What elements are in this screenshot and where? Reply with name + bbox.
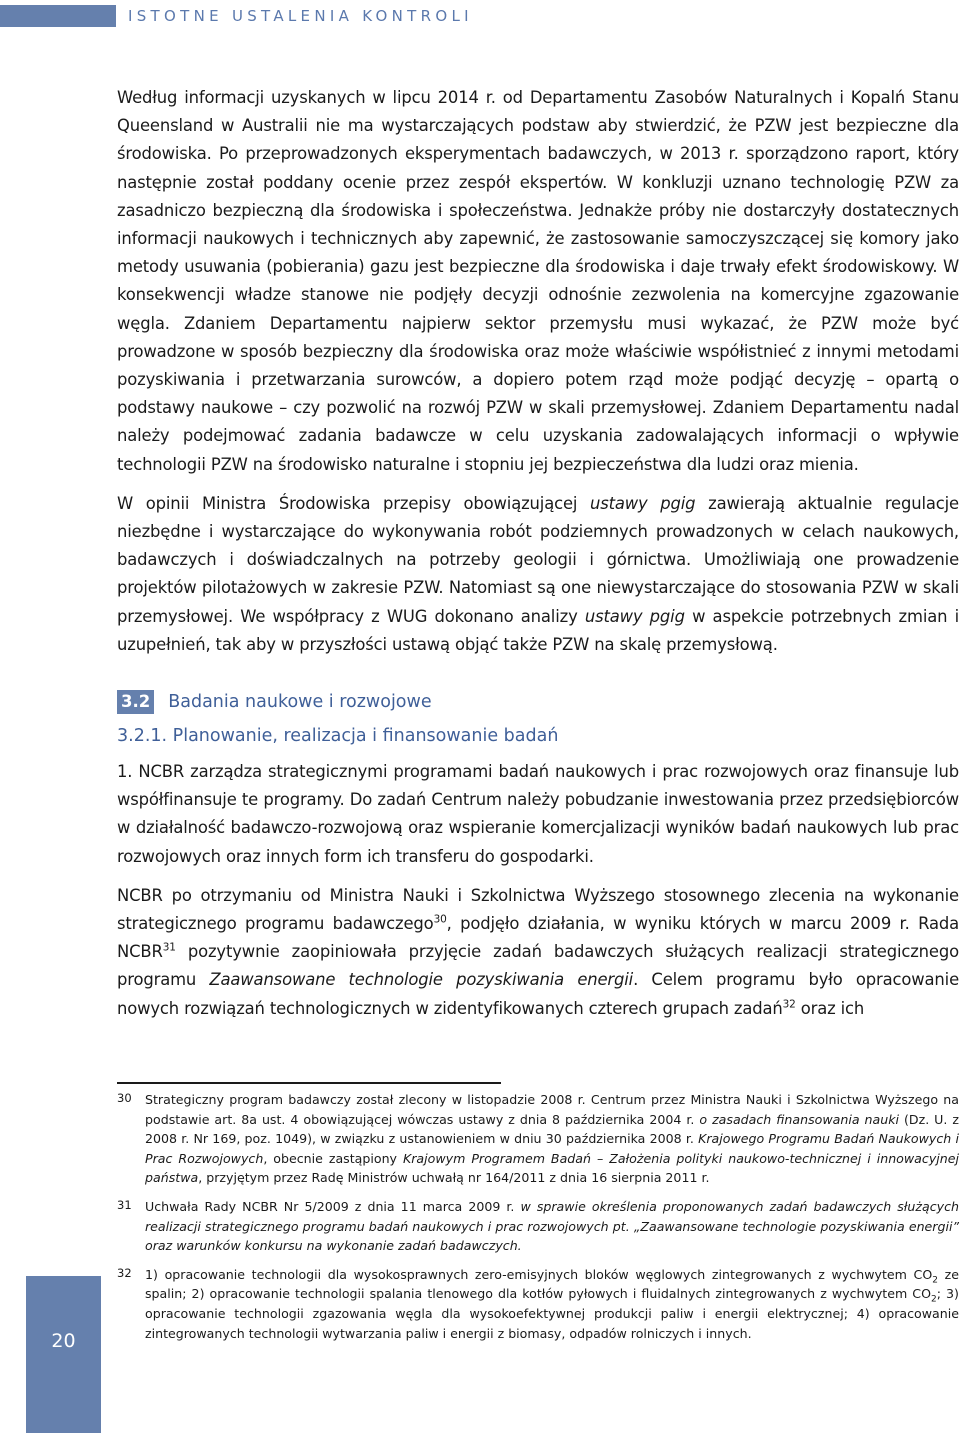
- header-accent-bar: [0, 5, 116, 27]
- footnote-separator: [117, 1082, 501, 1084]
- section-heading: [117, 689, 959, 715]
- footnote-text: Strategiczny program badawczy został zlecony w listopadzie 2008 r. Centrum przez Ministra Nauki i Szkolnictwa Wyższego na podstawie art. 8a ust. 4 obowiązującej wówczas ustawy z dnia 8 października 2004 r. o zasadach finansowania nauki (Dz. U. z 2008 r. Nr 169, poz. 1049), w związku z ustanowieniem w dniu 30 października 2008 r. Krajowego Programu Badań Naukowych i Prac Rozwojowych, obecnie zastąpiony Krajowym Programem Badań – Założenia polityki naukowo-technicznej i innowacyjnej państwa, przyjętym przez Radę Ministrów uchwałą nr 164/2011 z dnia 16 sierpnia 2011 r.: [145, 1092, 960, 1186]
- footnote-text: Uchwała Rady NCBR Nr 5/2009 z dnia 11 marca 2009 r. w sprawie określenia proponowanych zadań badawczych służących realizacji strategicznego programu badań naukowych i prac rozwojowych pt. „Zaawansowane technologie pozyskiwania energii” oraz warunków konkursu na wykonanie zadań badawczych.: [145, 1198, 959, 1254]
- page-number-box: [26, 1276, 101, 1433]
- footnote-ref-30[interactable]: 30: [433, 913, 447, 926]
- paragraph-queensland: Według informacji uzyskanych w lipcu 2014 r. od Departamentu Zasobów Naturalnych i Kopalń Stanu Queensland w Australii nie ma wystarczających podstaw aby stwierdzić, że PZW jest bezpieczne dla środowiska. Po przeprowadzonych eksperymentach badawczych, w 2013 r. sporządzono raport, który następnie został poddany ocenie przez zespół ekspertów. W konkluzji uznano technologię PZW za zasadniczo bezpieczną dla środowiska i społeczeństwa. Jednakże próby nie dostarczyły dostatecznych informacji naukowych i technicznych aby zapewnić, że zastosowanie samoczyszczącej się komory jako metody usuwania (pobierania) gazu jest bezpieczne dla środowiska i daje trwały efekt środowiskowy. W konsekwencji władze stanowe nie podjęły decyzji odnośnie zezwolenia na komercyjne zgazowanie węgla. Zdaniem Departamentu najpierw sektor przemysłu musi wykazać, że PZW może być prowadzone w sposób bezpieczny dla środowiska oraz może właściwie współistnieć z innymi metodami pozyskiwania i przetwarzania surowców, a dopiero potem rząd może podjąć decyzję – opartą o podstawy naukowe – czy pozwolić na rozwój PZW w skali przemysłowej. Zdaniem Departamentu nadal należy podejmować zadania badawcze w celu uzyskania zadowalających informacji o wpływie technologii PZW na środowisko naturalne i stopniu jej bezpieczeństwa dla ludzi oraz mienia.: [117, 88, 959, 474]
- footnote-number: 31: [117, 1197, 132, 1212]
- footnote-number: 30: [117, 1091, 132, 1105]
- paragraph-ncbr-strategic: NCBR po otrzymaniu od Ministra Nauki i Szkolnictwa Wyższego stosownego zlecenia na wykonanie strategicznego programu badawczego$^{30}$, podjęło działania, w wyniku których w marcu 2009 r. Rada NCBR$^{31}$ pozytywnie zaopiniowała przyjęcie zadań badawczych służących realizacji strategicznego programu Zaawansowane technologie pozyskiwania energii. Celem programu było opracowanie nowych rozwiązań technologicznych w zidentyfikowanych czterech grupach zadań$^{32}$ oraz ich: [117, 885, 960, 1018]
- footnotes: [117, 1090, 959, 1352]
- page-number: 20: [51, 1330, 76, 1352]
- section-title: Badania naukowe i rozwojowe: [168, 692, 432, 713]
- main-content: [117, 84, 959, 1023]
- paragraph-ncbr-programs: 1. NCBR zarządza strategicznymi programami badań naukowych i prac rozwojowych oraz finansuje lub współfinansuje te programy. Do zadań Centrum należy pobudzanie inwestowania przez przedsiębiorców w działalność badawczo-rozwojową oraz wspieranie komercjalizacji wyników badań naukowych lub prac rozwojowych oraz innych form ich transferu do gospodarki.: [117, 762, 959, 866]
- footnote-ref-31[interactable]: 31: [162, 941, 176, 954]
- subsection-heading: 3.2.1. Planowanie, realizacja i finansowanie badań: [117, 726, 559, 747]
- footnote-30: [117, 1090, 959, 1188]
- paragraph-minister-opinion: W opinii Ministra Środowiska przepisy obowiązującej ustawy pgig zawierają aktualnie regulacje niezbędne i wystarczające do wykonywania robót podziemnych prowadzonych w celach naukowych, badawczych i doświadczalnych na potrzeby geologii i górnictwa. Umożliwiają one prowadzenie projektów pilotażowych w zakresie PZW. Natomiast są one niewystarczające do stosowania PZW w skali przemysłowej. We współpracy z WUG dokonano analizy ustawy pgig w aspekcie potrzebnych zmian i uzupełnień, tak aby w przyszłości ustawą objąć także PZW na skalę przemysłową.: [117, 493, 959, 654]
- footnote-31: [117, 1197, 959, 1256]
- running-header-title: ISTOTNE USTALENIA KONTROLI: [128, 7, 473, 25]
- footnote-text: 1) opracowanie technologii dla wysokosprawnych zero-emisyjnych bloków węglowych zintegrowanych z wychwytem $CO_2$ ze spalin; 2) opracowanie technologii spalania tlenowego dla kotłów pyłowych i fluidalnych zintegrowanych z wychwytem $CO_2$; 3) opracowanie technologii zgazowania węgla dla wysokoefektywnej produkcji paliw i energii elektrycznej; 4) opracowanie zintegrowanych technologii wytwarzania paliw i energii z biomasy, odpadów rolniczych i innych.: [145, 1266, 959, 1341]
- footnote-32: [117, 1265, 959, 1343]
- footnote-number: 32: [117, 1265, 132, 1280]
- section-number-badge: 3.2: [117, 690, 154, 714]
- footnote-ref-32[interactable]: 32: [782, 998, 796, 1011]
